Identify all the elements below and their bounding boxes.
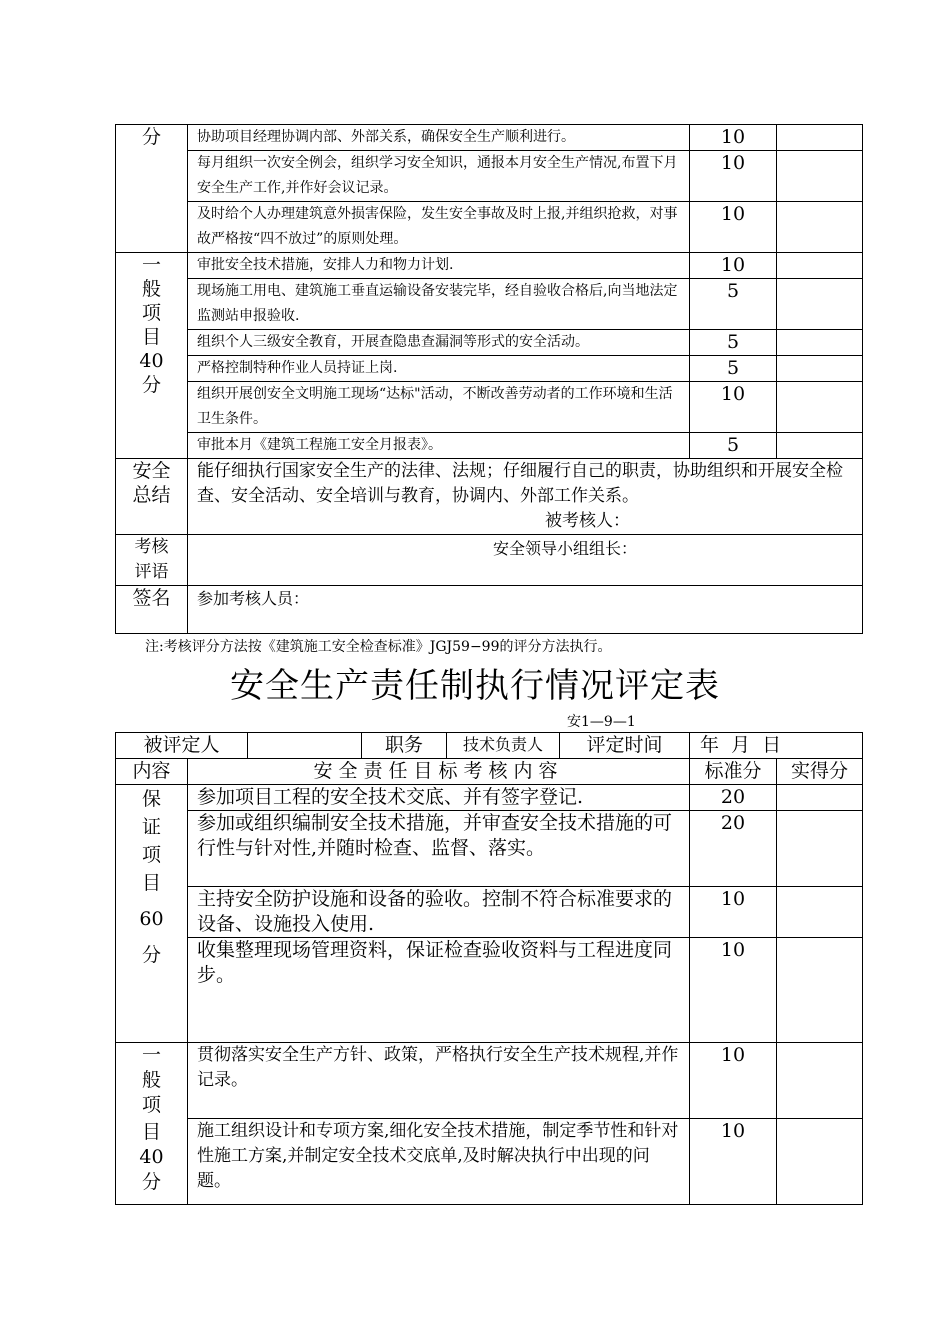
- item-text: 贯彻落实安全生产方针、政策，严格执行安全生产技术规程,并作记录。: [188, 1043, 690, 1119]
- actual-score-cell: [777, 938, 863, 1043]
- col-header-content: 内容: [116, 759, 188, 785]
- item-text: 现场施工用电、建筑施工垂直运输设备安装完毕，经自验收合格后,向当地法定监测站申报验收.: [188, 279, 690, 330]
- standard-score: 5: [690, 330, 777, 356]
- item-text: 组织开展创安全文明施工现场“达标"活动，不断改善劳动者的工作环境和生活卫生条件。: [188, 382, 690, 433]
- form-code: 安1—9—1: [567, 714, 636, 730]
- actual-score-cell: [777, 785, 863, 811]
- standard-score: 10: [690, 202, 777, 253]
- col-header-items: 安全责任目标考核内容: [188, 759, 690, 785]
- actual-score-cell: [777, 202, 863, 253]
- actual-score-cell: [777, 1119, 863, 1205]
- standard-score: 5: [690, 356, 777, 382]
- standard-score: 10: [690, 151, 777, 202]
- standard-score: 5: [690, 279, 777, 330]
- item-text: 收集整理现场管理资料，保证检查验收资料与工程进度同步。: [188, 938, 690, 1043]
- standard-score: 10: [690, 1119, 777, 1205]
- col-header-actual: 实得分: [777, 759, 863, 785]
- section-label-a: 分: [116, 125, 188, 253]
- standard-score: 10: [690, 938, 777, 1043]
- item-text: 参加项目工程的安全技术交底、并有签字登记.: [188, 785, 690, 811]
- page-title: 安全生产责任制执行情况评定表: [230, 666, 720, 706]
- standard-score: 10: [690, 253, 777, 279]
- evaluation-table: [115, 758, 863, 1205]
- item-text: 主持安全防护设施和设备的验收。控制不符合标准要求的设备、设施投入使用.: [188, 887, 690, 938]
- actual-score-cell: [777, 433, 863, 459]
- standard-score: 5: [690, 433, 777, 459]
- actual-score-cell: [777, 330, 863, 356]
- actual-score-cell: [777, 279, 863, 330]
- actual-score-cell: [777, 356, 863, 382]
- item-text: 每月组织一次安全例会，组织学习安全知识，通报本月安全生产情况,布置下月安全生产工作,并作好会议记录。: [188, 151, 690, 202]
- position-value: 技术负责人: [447, 733, 560, 759]
- sign-label: 签名: [116, 586, 188, 634]
- item-text: 严格控制特种作业人员持证上岗.: [188, 356, 690, 382]
- col-header-standard: 标准分: [690, 759, 777, 785]
- actual-score-cell: [777, 1043, 863, 1119]
- section-label-general-2: 一 般 项 目 40 分: [116, 1043, 188, 1205]
- evaluated-label: 被评定人: [116, 733, 248, 759]
- item-text: 参加或组织编制安全技术措施，并审查安全技术措施的可行性与针对性,并随时检查、监督、落实。: [188, 811, 690, 887]
- actual-score-cell: [777, 125, 863, 151]
- evaluated-value: [248, 733, 362, 759]
- assessment-table-top: [115, 124, 863, 634]
- position-label: 职务: [362, 733, 447, 759]
- standard-score: 10: [690, 125, 777, 151]
- item-text: 及时给个人办理建筑意外损害保险，发生安全事故及时上报,并组织抢救，对事故严格按“四不放过”的原则处理。: [188, 202, 690, 253]
- actual-score-cell: [777, 887, 863, 938]
- section-label-guarantee: 保 证 项 目 60 分: [116, 785, 188, 1043]
- actual-score-cell: [777, 811, 863, 887]
- sign-text: 参加考核人员：: [188, 586, 863, 634]
- standard-score: 10: [690, 887, 777, 938]
- evaluation-header-table: [115, 732, 863, 759]
- summary-text: 能仔细执行国家安全生产的法律、法规；仔细履行自己的职责，协助组织和开展安全检查、安全活动、安全培训与教育，协调内、外部工作关系。: [197, 461, 843, 506]
- time-value: 年 月 日: [690, 733, 863, 759]
- item-text: 审批本月《建筑工程施工安全月报表》。: [188, 433, 690, 459]
- comment-label: 考核 评语: [116, 535, 188, 586]
- standard-score: 20: [690, 811, 777, 887]
- item-text: 组织个人三级安全教育，开展查隐患查漏洞等形式的安全活动。: [188, 330, 690, 356]
- standard-score: 20: [690, 785, 777, 811]
- summary-cell: [188, 459, 863, 535]
- time-label: 评定时间: [560, 733, 690, 759]
- footnote: 注:考核评分方法按《建筑施工安全检查标准》JGJ59−99的评分方法执行。: [145, 639, 612, 655]
- actual-score-cell: [777, 382, 863, 433]
- standard-score: 10: [690, 1043, 777, 1119]
- item-text: 施工组织设计和专项方案,细化安全技术措施，制定季节性和针对性施工方案,并制定安全技术交底单,及时解决执行中出现的问题。: [188, 1119, 690, 1205]
- assessee-label: 被考核人：: [545, 511, 630, 531]
- section-label-general: 一 般 项 目 40 分: [116, 253, 188, 459]
- standard-score: 10: [690, 382, 777, 433]
- actual-score-cell: [777, 151, 863, 202]
- item-text: 协助项目经理协调内部、外部关系，确保安全生产顺利进行。: [188, 125, 690, 151]
- comment-text: 安全领导小组组长：: [188, 535, 863, 586]
- summary-label: 安全 总结: [116, 459, 188, 535]
- actual-score-cell: [777, 253, 863, 279]
- item-text: 审批安全技术措施，安排人力和物力计划.: [188, 253, 690, 279]
